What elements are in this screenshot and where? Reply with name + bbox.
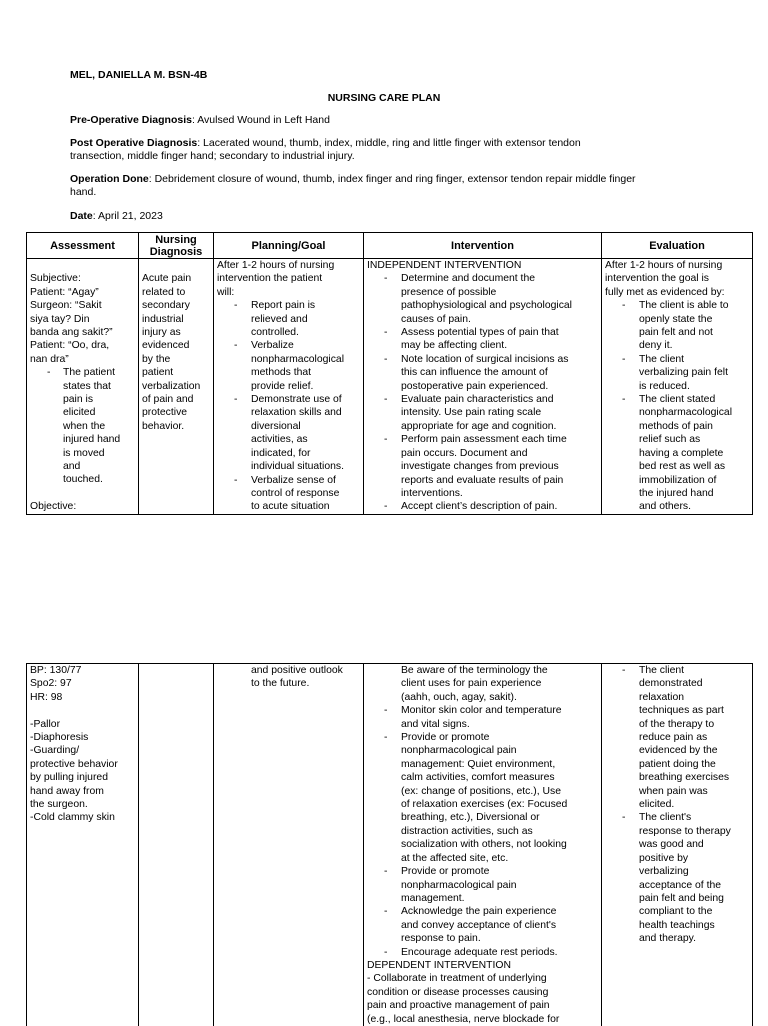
table-row	[27, 259, 753, 515]
list-item: - Provide or promote nonpharmacological pain management.	[367, 865, 598, 905]
list-item: - The client is able to openly state the pain felt and not deny it.	[605, 299, 749, 353]
list-item: - The client verbalizing pain felt is reduced.	[605, 353, 749, 393]
list-item: - Report pain is relieved and controlled.	[217, 299, 360, 339]
date: Date: April 21, 2023	[70, 210, 163, 222]
evaluation-cell	[602, 664, 753, 1026]
list-item: - Note location of surgical incisions as this can influence the amount of postoperative pain experienced.	[367, 353, 598, 393]
planning-cell: After 1-2 hours of nursing intervention the patient will: - Report pain is relieved and controlled. - Verbalize nonpharmacological methods that provide relief. - Demonstrate use of relaxation skills and diversional activities, as indicated, for individual situations. - Verbalize sense of control of response to acute situation	[214, 259, 364, 515]
list-item: - Monitor skin color and temperature and vital signs.	[367, 704, 598, 731]
assessment-cell: Subjective: Patient: “Agay” Surgeon: “Sakit siya tay? Din banda ang sakit?” Patient: “Oo, dra, nan dra” - The patient states that pain is elicited when the injured hand is moved and touched. Objective:	[27, 259, 139, 515]
operation-done: Operation Done: Debridement closure of wound, thumb, index finger and ring finger, extensor tendon repair middle finger hand.	[70, 173, 636, 198]
list-item: - Determine and document the presence of possible pathophysiological and psychological causes of pain.	[367, 272, 598, 326]
col-nursing-diagnosis: Nursing Diagnosis	[139, 233, 214, 259]
col-intervention: Intervention	[364, 233, 602, 259]
list-item: - Verbalize nonpharmacological methods that provide relief.	[217, 339, 360, 393]
list-item: - Verbalize sense of control of response to acute situation	[217, 474, 360, 514]
col-evaluation: Evaluation	[602, 233, 753, 259]
assessment-cell: BP: 130/77 Spo2: 97 HR: 98 -Pallor -Diaphoresis -Guarding/ protective behavior by pulling injured hand away from the surgeon. -Cold clammy skin	[27, 664, 139, 1026]
list-item: - The client's response to therapy was good and positive by verbalizing acceptance of the pain felt and being compliant to the health teachings and therapy.	[605, 811, 749, 945]
list-item: - Evaluate pain characteristics and intensity. Use pain rating scale appropriate for age and cognition.	[367, 393, 598, 433]
planning-cell: and positive outlook to the future.	[214, 664, 364, 1026]
post-op-diagnosis: Post Operative Diagnosis: Lacerated wound, thumb, index, middle, ring and little finger with extensor tendon transection, middle finger hand; secondary to industrial injury.	[70, 137, 581, 162]
list-item: - Demonstrate use of relaxation skills and diversional activities, as indicated, for individual situations.	[217, 393, 360, 473]
list-item: - Assess potential types of pain that may be affecting client.	[367, 326, 598, 353]
list-item: - Accept client’s description of pain.	[367, 500, 598, 513]
diagnosis-cell: Acute pain related to secondary industrial injury as evidenced by the patient verbalization of pain and protective behavior.	[139, 259, 214, 515]
list-item: - Encourage adequate rest periods.	[367, 946, 598, 959]
intervention-cell: INDEPENDENT INTERVENTION - Determine and document the presence of possible pathophysiological and psychological causes of pain. - Assess potential types of pain that may be affecting client. - Note location of surgical incisions as this can influence the amount of postoperative pain experienced. - Evaluate pain characteristics and intensity. Use pain rating scale appropriate for age and cognition. - Perform pain assessment each time pain occurs. Document and investigate changes from previous reports and evaluate results of pain interventions. - Accept client’s description of pain.	[364, 259, 602, 515]
intervention-cell: Be aware of the terminology the client uses for pain experience (aahh, ouch, agay, sakit). - Monitor skin color and temperature and vital signs. - Provide or promote nonpharmacological pain management: Quiet environment, calm activities, comfort measures (ex: change of positions, etc.), Use of relaxation exercises (ex: Focused breathing, etc.), Diversional or distraction activities, such as socialization with others, not looking at the affected site, etc. - Provide or promote nonpharmacological pain management. - Acknowledge the pain experience and convey acceptance of client's response to pain. - Encourage adequate rest periods. DEPENDENT INTERVENTION - Collaborate in treatment of underlying condition or disease processes causing pain and proactive management of pain (e.g., local anesthesia, nerve blockade for	[364, 664, 602, 1026]
evaluation-cell: After 1-2 hours of nursing intervention the goal is fully met as evidenced by: - The client is able to openly state the pain felt and not deny it. - The client verbalizing pain felt is reduced. - The client stated nonpharmacological methods of pain relief such as having a complete bed rest as well as immobilization of the injured hand and others.	[602, 259, 753, 515]
nursing-care-plan-table-continued	[26, 663, 753, 1026]
nursing-care-plan-table	[26, 232, 753, 515]
col-assessment: Assessment	[27, 233, 139, 259]
diagnosis-cell	[139, 664, 214, 1026]
list-item: - Perform pain assessment each time pain occurs. Document and investigate changes from previous reports and evaluate results of pain interventions.	[367, 433, 598, 500]
col-planning-goal: Planning/Goal	[214, 233, 364, 259]
page-title: NURSING CARE PLAN	[327, 92, 441, 104]
list-item: - Provide or promote nonpharmacological pain management: Quiet environment, calm activities, comfort measures (ex: change of positions, etc.), Use of relaxation exercises (ex: Focused breathing, etc.), Diversional or distraction activities, such as socialization with others, not looking at the affected site, etc.	[367, 731, 598, 865]
list-item: - Acknowledge the pain experience and convey acceptance of client's response to pain.	[367, 905, 598, 945]
table-row	[27, 664, 753, 1026]
student-name: MEL, DANIELLA M. BSN-4B	[70, 69, 208, 81]
table-header-row	[27, 233, 753, 259]
pre-op-diagnosis: Pre-Operative Diagnosis: Avulsed Wound in Left Hand	[70, 114, 330, 126]
dependent-heading: DEPENDENT INTERVENTION	[367, 959, 511, 971]
list-item: - The client demonstrated relaxation techniques as part of the therapy to reduce pain as evidenced by the patient doing the breathing exercises when pain was elicited.	[605, 664, 749, 811]
list-item: - The client stated nonpharmacological methods of pain relief such as having a complete bed rest as well as immobilization of the injured hand and others.	[605, 393, 749, 514]
